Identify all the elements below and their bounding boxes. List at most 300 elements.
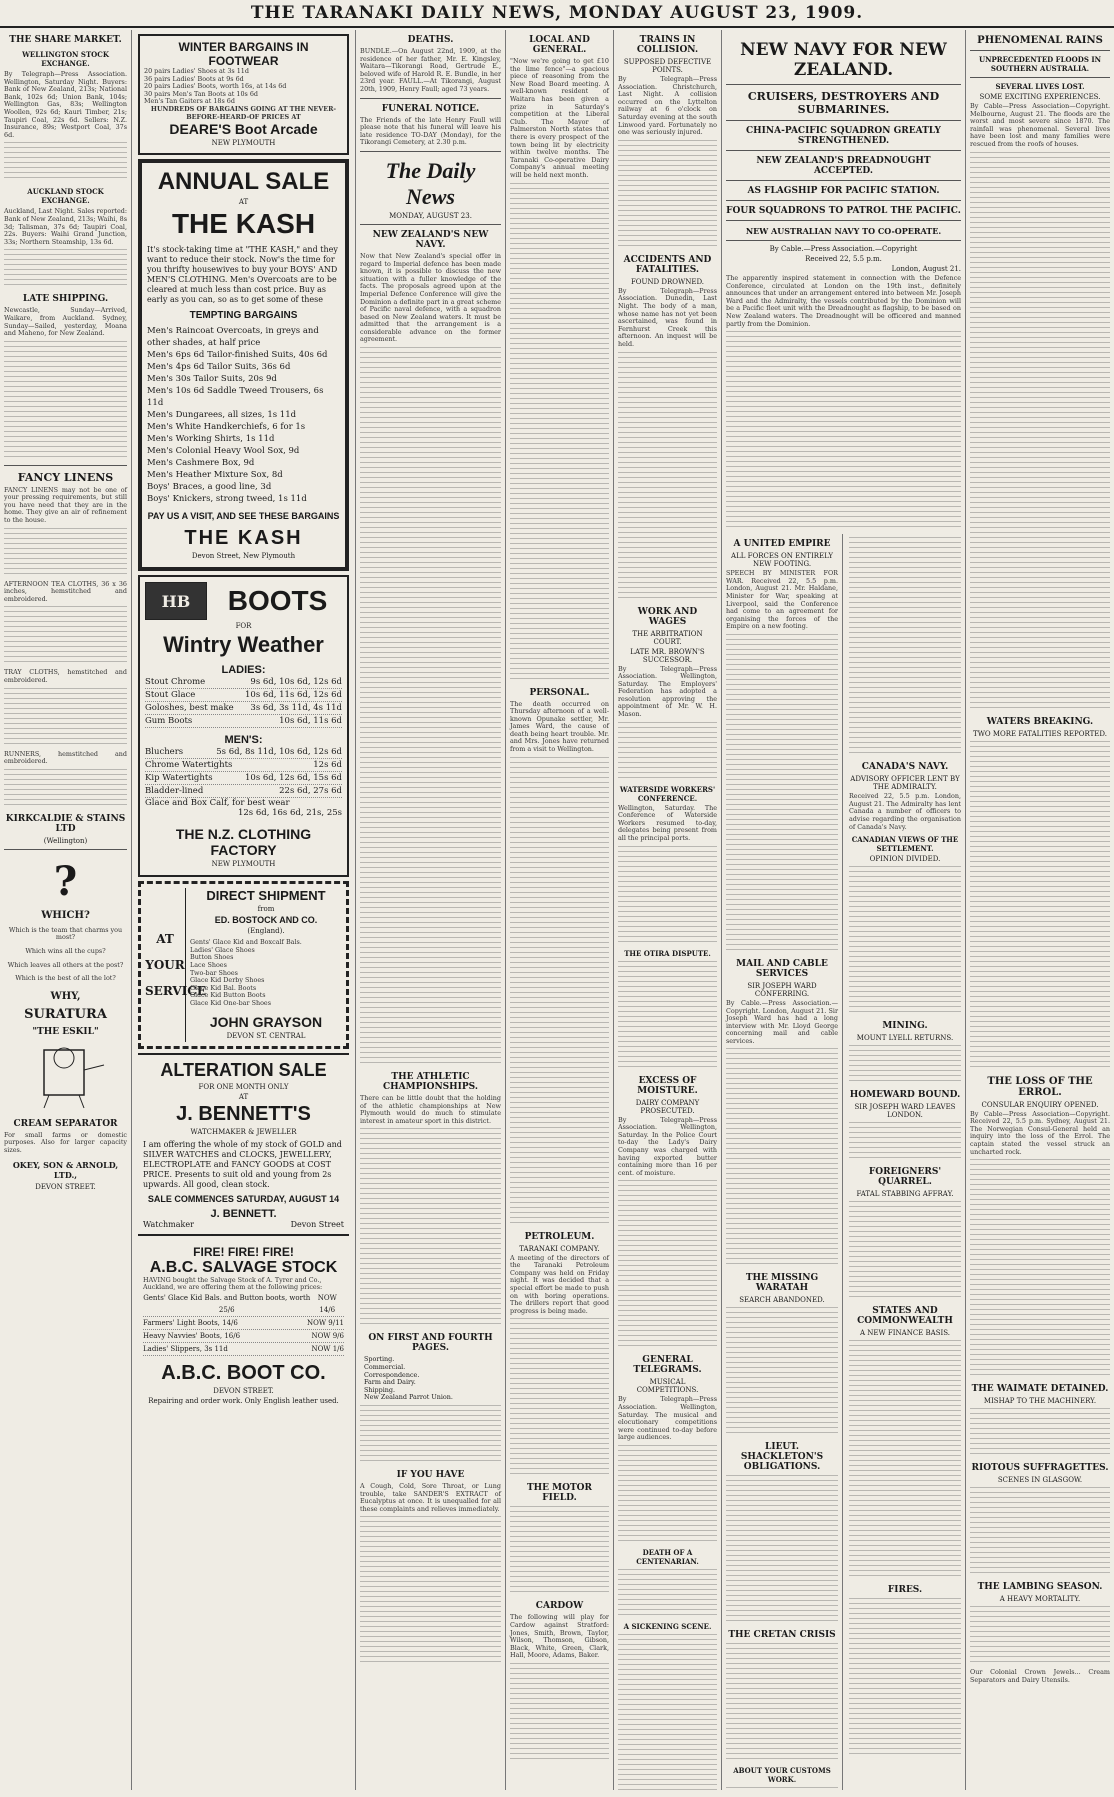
text-filler [618, 140, 717, 250]
okey-address: DEVON STREET. [35, 1182, 96, 1191]
price: NOW 14/6 [317, 1293, 337, 1314]
ward-conferring: SIR JOSEPH WARD CONFERRING. [747, 981, 817, 998]
divider [726, 220, 961, 221]
centenarian-heading: DEATH OF A CENTENARIAN. [636, 1547, 699, 1566]
lambing-heading: THE LAMBING SEASON. [977, 1582, 1103, 1593]
bennett-text: I am offering the whole of my stock of GOLD and SILVER WATCHES and CLOCKS, JEWELLERY, ELECTROPLATE and FANCY GOODS at COST PRICE. Presents to suit old and young from 2s upwards. All good, clean stock. [143, 1139, 342, 1189]
mail-text: By Cable.—Press Association.—Copyright. London, August 21. Sir Joseph Ward has had a long interview with Mr. Lloyd George concerning mail and cable services. [726, 998, 838, 1045]
nz-clothing-factory: THE N.Z. CLOTHING FACTORY [175, 826, 312, 859]
australian-deck: NEW AUSTRALIAN NAVY TO CO-OPERATE. [745, 226, 942, 236]
kash-item: Men's 4ps 6d Tailor Suits, 36s 6d [147, 362, 291, 373]
text-filler [360, 347, 501, 1067]
cable-credit: By Cable.—Press Association.—Copyright [769, 245, 918, 253]
price: 10s 6d, 12s 6d, 15s 6d [245, 773, 342, 784]
water-breaking-heading: WATERS BREAKING. [986, 716, 1094, 727]
kash-item: Men's Raincoat Overcoats, in greys and other shades, at half price [147, 326, 319, 349]
general-telegrams-heading: GENERAL TELEGRAMS. [633, 1355, 702, 1376]
one-month: FOR ONE MONTH ONLY [198, 1082, 289, 1091]
cretan-heading: THE CRETAN CRISIS [728, 1630, 836, 1641]
grayson-ad [138, 881, 349, 1048]
sickening-heading: A SICKENING SCENE. [623, 1621, 712, 1631]
fire-heading: FIRE! FIRE! FIRE! [193, 1244, 294, 1259]
grayson-address: DEVON ST. CENTRAL [226, 1031, 306, 1040]
foreigners-heading: FOREIGNERS' QUARREL. [868, 1167, 942, 1188]
four-squadrons-deck: FOUR SQUADRONS TO PATROL THE PACIFIC. [726, 206, 961, 216]
column-2 [132, 30, 356, 1790]
column-7 [966, 30, 1114, 1790]
text-filler [618, 1634, 717, 1790]
kash-item: Men's White Handkerchiefs, 6 for 1s [147, 422, 306, 433]
unprecedented-deck: UNPRECEDENTED FLOODS IN SOUTHERN AUSTRALIA. [978, 55, 1101, 73]
states-heading: STATES AND COMMONWEALTH [857, 1306, 953, 1327]
column-6 [722, 30, 966, 1790]
pay-visit: PAY US A VISIT, AND SEE THESE BARGAINS [147, 511, 340, 522]
colonial-text: Our Colonial Crown Jewels... Cream Separators and Dairy Utensils. [970, 1668, 1110, 1684]
two-more-fatalities: TWO MORE FATALITIES REPORTED. [973, 729, 1107, 738]
divider [360, 98, 501, 99]
column-4 [506, 30, 614, 1790]
heavy-mortality: A HEAVY MORTALITY. [999, 1595, 1081, 1604]
text-filler [510, 757, 609, 1227]
text-filler [726, 331, 961, 531]
kash-item: Men's Colonial Heavy Wool Sox, 9d [147, 446, 300, 457]
excess-heading: EXCESS OF MOISTURE. [637, 1075, 698, 1096]
calf-line: Glace and Box Calf, for best wear [145, 798, 290, 809]
finance-basis: A NEW FINANCE BASIS. [859, 1329, 951, 1338]
salvage-row [143, 1292, 344, 1317]
canada-text: Received 22, 5.5 p.m. London, August 21. The Admiralty has lent Canada a number of officers to advise regarding the organisation of Canada's Navy. [849, 792, 961, 831]
which-line: Which leaves all others at the post? [7, 960, 124, 969]
first-fourth-heading: ON FIRST AND FOURTH PAGES. [368, 1333, 493, 1354]
shackleton-heading: LIEUT. SHACKLETON'S OBLIGATIONS. [740, 1442, 824, 1473]
text-filler [4, 528, 127, 578]
if-you-have-text: A Cough, Cold, Sore Throat, or Lung trouble, take SANDER'S EXTRACT of Eucalyptus at once. It is unequalled for all these complaints and relieves immediately. [360, 1482, 501, 1513]
cruisers-deck: CRUISERS, DESTROYERS AND SUBMARINES. [747, 90, 940, 116]
text-filler [618, 722, 717, 782]
kash-item: Men's 10s 6d Saddle Tweed Trousers, 6s 11d [147, 386, 324, 409]
editorial-date: MONDAY, AUGUST 23. [389, 211, 472, 220]
ward-leaves: SIR JOSEPH WARD LEAVES LONDON. [854, 1103, 956, 1120]
opinion-divided: OPINION DIVIDED. [869, 855, 941, 864]
divider [726, 120, 961, 121]
deare-title: WINTER BARGAINS IN FOOTWEAR [178, 40, 309, 68]
deare-footer: HUNDREDS OF BARGAINS GOING AT THE NEVER-BEFORE-HEARD-OF PRICES AT [150, 104, 337, 121]
text-filler [726, 1643, 838, 1763]
deare-item: 20 pairs Ladies' Boots, worth 16s, at 14s 6d [144, 82, 287, 91]
col6-left [726, 534, 843, 1790]
page-item: New Zealand Parrot Union. [364, 1393, 453, 1402]
salvage-row [143, 1330, 344, 1343]
boots-for: FOR [235, 622, 252, 631]
bennett-sig-row [143, 1220, 344, 1229]
price: NOW 9/6 [311, 1331, 344, 1340]
text-filler [849, 1598, 961, 1758]
which-line: Which is the team that charms you most? [8, 925, 123, 942]
wellington-text: By Telegraph—Press Association. Wellington, Saturday Night. Buyers: Bank of New Zealand, 213s; National Bank, 102s 6d; Union Bank, 104s; Wellington Gas, 83s; Wellington Woollen, 92s 6d; Kauri Timber, 21s; Taupiri Coal, 22s 6d. Sellers: N.Z. Insurance, 89s; Westport Coal, 37s 6d. [4, 70, 127, 139]
col6-right [849, 534, 961, 1790]
column-5 [614, 30, 722, 1790]
petroleum-heading: PETROLEUM. [524, 1231, 595, 1242]
boots-title: BOOTS [227, 585, 328, 617]
sig-left: Watchmaker [143, 1219, 194, 1229]
calf-price: 12s 6d, 16s 6d, 21s, 25s [237, 808, 342, 819]
bostock-item: Glace Kid One-bar Shoes [190, 998, 271, 1007]
petroleum-text: A meeting of the directors of the Taranaki Petroleum Company was held on Friday night. It was decided that a special effort be made to push on with boring operations. The drillers report that good progress is being made. [510, 1253, 609, 1315]
united-empire-heading: A UNITED EMPIRE [733, 539, 831, 550]
text-filler [510, 1663, 609, 1763]
salvage-row [143, 1343, 344, 1356]
divider [360, 224, 501, 225]
text-filler [970, 1487, 1110, 1577]
item: Farmers' Light Boots, 14/6 [143, 1318, 238, 1327]
sig-right: Devon Street [290, 1219, 344, 1229]
text-filler [849, 1340, 961, 1580]
late-shipping-text: Newcastle, Sunday—Arrived, Waikare, from Auckland. Sydney, Sunday—Sailed, yesterday, Moana and Maheno, for New Zealand. [4, 306, 127, 338]
divider [726, 200, 961, 201]
price-row [145, 772, 342, 785]
if-you-have-heading: IF YOU HAVE [396, 1470, 465, 1480]
page-item: Correspondence. [364, 1370, 420, 1379]
local-general-text: "Now we're going to get £10 the lime fence"—a spacious piece of reasoning from the New Road Board meeting. A well-known resident of Waitara has been given a prize in Saturday's competition at the Liberal Club. The Mayor of Palmerston North states that there is every prospect of the town being lit by electricity within twelve months. The Taranaki Co-operative Dairy Company's annual meeting will be held next month. [510, 57, 609, 179]
personal-text: The death occurred on Thursday afternoon of a well-known Opunake settler, Mr. James Ward, the cause of death being heart trouble. Mr. and Mrs. Jones have returned from a visit to Wellington. [510, 699, 609, 754]
text-filler [849, 1201, 961, 1301]
divider [970, 50, 1110, 51]
alteration-sale: ALTERATION SALE [160, 1059, 327, 1080]
item: Bladder-lined [145, 786, 204, 797]
page-item: Commercial. [364, 1363, 406, 1372]
text-filler [849, 1045, 961, 1085]
trains-text: By Telegraph—Press Association. Christchurch, Last Night. A collision occurred on the Lyttelton railway at 6 o'clock on Saturday evening at the south Linwood yard. Fortunately no one was seriously injured. [618, 75, 717, 137]
kash-ad [138, 159, 349, 571]
price: NOW 9/11 [306, 1318, 344, 1327]
flagship-deck: AS FLAGSHIP FOR PACIFIC STATION. [747, 186, 940, 196]
text-filler [726, 1048, 838, 1268]
trains-heading: TRAINS IN COLLISION. [636, 35, 699, 55]
text-filler [4, 606, 127, 666]
divider [726, 150, 961, 151]
abc-address: DEVON STREET. [213, 1386, 274, 1395]
sale-commences: SALE COMMENCES SATURDAY, AUGUST 14 [147, 1193, 340, 1204]
bostock-item: Ladies' Glace Shoes [190, 945, 255, 954]
price-row [145, 715, 342, 728]
dreadnought-deck: NEW ZEALAND'S DREADNOUGHT ACCEPTED. [756, 156, 931, 176]
general-text: By Telegraph—Press Association. Wellington, Saturday. The musical and elocutionary competitions were continued to-day before large audiences. [618, 1395, 717, 1442]
canada-navy-heading: CANADA'S NAVY. [861, 762, 949, 773]
cardow-text: The following will play for Cardow against Stratford: Jones, Smith, Brown, Taylor, Wilson, Thomson, Gibson, Black, White, Green, Clark, Hall, Moore, Adams, Baker. [510, 1613, 609, 1660]
nz-navy-heading: NEW ZEALAND'S NEW NAVY. [372, 229, 489, 250]
item: Ladies' Slippers, 3s 11d [143, 1344, 228, 1353]
athletic-text: There can be little doubt that the holding of the athletic championships at New Plymouth would do much to stimulate interest in amateur sport in this district. [360, 1094, 501, 1125]
taranaki-company: TARANAKI COMPANY. [519, 1244, 600, 1253]
text-filler [360, 1516, 501, 1666]
bostock-name: ED. BOSTOCK AND CO. [214, 915, 318, 926]
boots-ad [138, 575, 349, 877]
late-shipping-heading: LATE SHIPPING. [22, 294, 109, 305]
divider [726, 84, 961, 85]
text-filler [849, 537, 961, 757]
kash-item: Men's 30s Tailor Suits, 20s 9d [147, 374, 277, 385]
tray-cloths-text: TRAY CLOTHS, hemstitched and embroidered. [4, 668, 127, 685]
bostock-item: Two-bar Shoes [190, 968, 238, 977]
motor-field-heading: THE MOTOR FIELD. [526, 1483, 592, 1504]
why-heading: WHY, [50, 990, 81, 1002]
excess-text: By Telegraph—Press Association. Wellington, Saturday. In the Police Court to-day the Lady's Dairy Company was charged with having exported butter containing more than 16 per cent. of moisture. [618, 1115, 717, 1177]
text-filler [510, 1318, 609, 1478]
price: 3s 6d, 3s 11d, 4s 11d [250, 703, 342, 714]
abc-ad [138, 1240, 349, 1412]
text-filler [618, 1445, 717, 1545]
watchmaker-jeweller: WATCHMAKER & JEWELLER [190, 1127, 297, 1136]
personal-heading: PERSONAL. [529, 687, 590, 698]
homeward-heading: HOMEWARD BOUND. [849, 1090, 961, 1101]
kirkcaldie-sub: (Wellington) [43, 836, 88, 845]
arbitration-court: THE ARBITRATION COURT. [632, 629, 703, 646]
text-filler [360, 1128, 501, 1328]
bostock-item: Glace Kid Bal. Boots [190, 983, 257, 992]
athletic-heading: THE ATHLETIC CHAMPIONSHIPS. [383, 1072, 478, 1093]
direct-shipment: DIRECT SHIPMENT [206, 888, 326, 904]
text-filler [4, 688, 127, 748]
item: Goloshes, best make [145, 703, 234, 714]
fancy-linens-text: FANCY LINENS may not be one of your pressing requirements, but still you have need that they are in the home. They give an air of refinement to the house. [4, 485, 127, 525]
bostock-item: Glace Kid Derby Shoes [190, 976, 265, 985]
waterside-text: Wellington, Saturday. The Conference of Waterside Workers resumed to-day, delegates being present from all the principal ports. [618, 803, 717, 843]
price-row [145, 689, 342, 702]
divider [726, 240, 961, 241]
price-row [145, 759, 342, 772]
abc-repair: Repairing and order work. Only English leather used. [148, 1396, 339, 1405]
work-text: By Telegraph—Press Association. Wellington, Saturday. The Employers' Federation has adopted a resolution approving the appointment of Mr. W. H. Mason. [618, 664, 717, 719]
item: Chrome Watertights [145, 760, 233, 771]
page-item: Farm and Dairy. [364, 1378, 416, 1387]
local-general-heading: LOCAL AND GENERAL. [529, 35, 590, 55]
item: Kip Watertights [145, 773, 213, 784]
tempting-bargains: TEMPTING BARGAINS [189, 310, 298, 322]
ladies-heading: LADIES: [221, 664, 266, 677]
service-panel [145, 888, 206, 1041]
rains-text: By Cable—Press Association—Copyright. Melbourne, August 21. The floods are the worst and most severe since 1870. The rainfall was phenomenal. Several lives have been lost and many families were rescued from the roofs of houses. [970, 102, 1110, 148]
salvage-text: HAVING bought the Salvage Stock of A. Tyrer and Co., Auckland, we are offering them at the following prices: [143, 1275, 323, 1292]
text-filler [970, 1159, 1110, 1379]
text-filler [970, 152, 1110, 712]
deare-ad [138, 34, 349, 155]
funeral-heading: FUNERAL NOTICE. [381, 103, 480, 114]
share-market-heading: THE SHARE MARKET. [9, 35, 122, 45]
service-word: AT [156, 931, 174, 946]
price-row [145, 785, 342, 798]
bennett-name: J. BENNETT'S [176, 1102, 311, 1125]
empire-text: SPEECH BY MINISTER FOR WAR. Received 22, 5.5 p.m. London, August 21. Mr. Haldane, Minister for War, speaking at Liverpool, said the Conference had come to an agreement for organising the forces of the Empire on a new footing. [726, 569, 838, 631]
mens-heading: MEN'S: [224, 734, 263, 747]
price: 9s 6d, 10s 6d, 12s 6d [250, 677, 342, 688]
service-word: SERVICE [145, 983, 206, 998]
dateline: London, August 21. [891, 265, 961, 273]
accidents-text: By Telegraph—Press Association. Dunedin, Last Night. The body of a man, whose name has not yet been ascertained, was found in Fernhurst Creek this afternoon. An inquest will be held. [618, 286, 717, 348]
service-word: YOUR [145, 957, 185, 972]
cream-separator-heading: CREAM SEPARATOR [13, 1118, 118, 1129]
customs-heading: ABOUT YOUR CUSTOMS WORK. [733, 1766, 831, 1785]
accidents-heading: ACCIDENTS AND FATALITIES. [623, 254, 712, 275]
deare-item: 36 pairs Ladies' Boots at 9s 6d [144, 74, 244, 83]
nz-clothing-location: NEW PLYMOUTH [211, 860, 276, 869]
annual-sale-title: ANNUAL SALE [157, 168, 330, 196]
kirkcaldie-name: KIRKCALDIE & STAINS LTD [5, 813, 126, 834]
text-filler [970, 1408, 1110, 1458]
text-filler [510, 1506, 609, 1596]
col6-subgrid [726, 534, 961, 1790]
masthead: THE TARANAKI DAILY NEWS, MONDAY AUGUST 23, 1909. [0, 0, 1114, 28]
column-1 [0, 30, 132, 1790]
bostock-item: Lace Shoes [190, 960, 227, 969]
text-filler [510, 183, 609, 683]
question-mark-icon: ? [53, 857, 78, 905]
text-filler [849, 866, 961, 1016]
bostock-item: Gents' Glace Kid and Boxcalf Bals. [190, 938, 302, 947]
auckland-heading: AUCKLAND STOCK EXCHANGE. [27, 187, 104, 206]
wintry-weather: Wintry Weather [163, 632, 324, 658]
bennett-at: AT [238, 1092, 249, 1101]
waterside-heading: WATERSIDE WORKERS' CONFERENCE. [619, 784, 716, 803]
divider [4, 849, 127, 850]
price: 12s 6d [313, 760, 342, 771]
divider [970, 77, 1110, 78]
which-line: Which is the best of all the lot? [15, 974, 116, 983]
divider [726, 180, 961, 181]
item: Heavy Navvies' Boots, 16/6 [143, 1331, 241, 1340]
page-item: Shipping. [364, 1385, 396, 1394]
deaths-text: BUNDLE.—On August 22nd, 1909, at the residence of her father, Mr. E. Kingsley, Waitara—Tikorangi Road, Gertrude E., beloved wife of Harold R. E. Bundle, in her 23rd year. FAULL.—At Tikorangi, August 20th, 1909, Henry Faull; aged 73 years. [360, 47, 501, 93]
trains-sub: SUPPOSED DEFECTIVE POINTS. [623, 58, 712, 74]
hb-logo: HB [145, 582, 207, 620]
text-filler [618, 1180, 717, 1350]
bostock-item: Button Shoes [190, 953, 234, 962]
found-drowned: FOUND DROWNED. [630, 277, 705, 286]
item: Stout Glace [145, 690, 196, 701]
text-filler [849, 1122, 961, 1162]
deare-item: 30 pairs Men's Tan Boots at 10s 6d [144, 89, 258, 98]
eskil-heading: "THE ESKIL" [32, 1026, 99, 1037]
text-filler [4, 142, 127, 182]
kash-item: Boys' Braces, a good line, 3d [147, 482, 272, 493]
item: Gum Boots [145, 716, 193, 727]
fires-heading: FIRES. [887, 1585, 923, 1596]
kash-item: Men's 6ps 6d Tailor-finished Suits, 40s 6d [147, 350, 328, 361]
kash-item: Men's Working Shirts, 1s 11d [147, 434, 275, 445]
kash-address: Devon Street, New Plymouth [191, 552, 296, 561]
which-heading: WHICH? [41, 909, 90, 921]
column-3 [356, 30, 506, 1790]
text-filler [4, 769, 127, 809]
text-filler [970, 1606, 1110, 1666]
bostock-origin: (England). [247, 927, 285, 936]
text-filler [360, 1405, 501, 1465]
abc-salvage: A.B.C. SALVAGE STOCK [149, 1258, 338, 1276]
text-filler [726, 1475, 838, 1625]
lives-lost-deck: SEVERAL LIVES LOST. [995, 82, 1085, 91]
abc-boot-co: A.B.C. BOOT CO. [161, 1361, 326, 1384]
separator-illustration [4, 1040, 124, 1110]
from-label: from [257, 905, 275, 914]
waimate-heading: THE WAIMATE DETAINED. [971, 1384, 1109, 1395]
bennett-ad [138, 1053, 349, 1236]
text-filler [618, 846, 717, 946]
salvage-row [143, 1317, 344, 1330]
text-filler [618, 961, 717, 1071]
the-kash-title: THE KASH [171, 208, 316, 240]
navy-text: The apparently inspired statement in connection with the Defence Conference, circulated at London on the 19th inst., definitely announces that under an arrangement entered into between Mr. Joseph Ward and the Admiralty, the vessels contributed by the Dominion will be a Pacific fleet unit with the Dreadnought as flagship, to be based on New Zealand waters. The Dreadnought will be officered and manned partly from the Dominion. [726, 274, 961, 328]
otira-heading: THE OTIRA DISPUTE. [624, 948, 711, 958]
bennett-signature: J. BENNETT. [210, 1207, 277, 1220]
mail-cable-heading: MAIL AND CABLE SERVICES [736, 958, 828, 979]
price: 22s 6d, 27s 6d [279, 786, 342, 797]
text-filler [4, 341, 127, 461]
musical-competitions: MUSICAL COMPETITIONS. [636, 1378, 699, 1395]
kash-items-list [147, 325, 340, 505]
glasgow-scenes: SCENES IN GLASGOW. [997, 1476, 1083, 1485]
wellington-heading: WELLINGTON STOCK EXCHANGE. [22, 50, 109, 68]
price: 10s 6d, 11s 6d, 12s 6d [245, 690, 342, 701]
waratah-heading: THE MISSING WARATAH [745, 1273, 819, 1294]
funeral-text: The Friends of the late Henry Faull will please note that his funeral will leave his late residence TO-DAY (Monday), for the Tikorangi Cemetery, at 2.30 p.m. [360, 115, 501, 147]
price-row [145, 676, 342, 689]
suffragettes-heading: RIOTOUS SUFFRAGETTES. [971, 1463, 1109, 1474]
auckland-text: Auckland, Last Night. Sales reported: Bank of New Zealand, 213s; Waihi, 8s 3d; Talisman, 37s 6d; Taupiri Coal, 22s. Buyers: Waihi Grand Junction, 33s; Northern Steamship, 13s 6d. [4, 207, 127, 246]
price: 10s 6d, 11s 6d [279, 716, 342, 727]
new-navy-headline: NEW NAVY FOR NEW ZEALAND. [740, 40, 947, 80]
text-filler [726, 1307, 838, 1437]
runners-text: RUNNERS, hemstitched and embroidered. [4, 749, 127, 766]
page-item: Sporting. [364, 1355, 395, 1364]
kash-intro: It's stock-taking time at "THE KASH," and they want to reduce their stock. Now's the time for you thrifty housewives to buy your BOYS' AND MEN'S CLOTHING. Men's Overcoats are to be cleared at much less than cost price. Buy as early as you can, so as to get some of these [147, 245, 338, 305]
price: NOW 1/6 [311, 1344, 344, 1353]
text-filler [4, 249, 127, 289]
okey-name: OKEY, SON & ARNOLD, LTD., [12, 1159, 119, 1180]
errol-text: By Cable—Press Association—Copyright. Received 22, 5.5 p.m. Sydney, August 21. The Norwegian Consul-General held an inquiry into the loss of the Errol. The captain stated the vessel struck an uncharted rock. [970, 1109, 1110, 1156]
tea-cloths-text: AFTERNOON TEA CLOTHS, 36 x 36 inches, hemstitched and embroidered. [4, 579, 127, 603]
nz-navy-text: Now that New Zealand's special offer in regard to Imperial defence has been made known, it is possible to discuss the new situation with a fuller knowledge of the facts. The proposals agreed upon at the Imperial Defence Conference will give the Dominion a definite part in a great scheme of Pacific naval defence, with a squadron based on New Zealand waters. It must be admitted that the arrangement is a considerable advance on the former agreement. [360, 251, 501, 344]
cardow-heading: CARDOW [535, 1601, 584, 1612]
deare-name: DEARE'S Boot Arcade [169, 121, 318, 138]
work-wages-heading: WORK AND WAGES [637, 606, 698, 627]
china-pacific-deck: CHINA-PACIFIC SQUADRON GREATLY STRENGTHENED. [746, 126, 941, 146]
kash-at: AT [238, 198, 249, 207]
text-filler [726, 1787, 838, 1790]
which-line: Which wins all the cups? [25, 947, 106, 955]
item: Gents' Glace Kid Bals. and Button boots, worth 25/6 [143, 1293, 311, 1314]
empire-sub: ALL FORCES ON ENTIRELY NEW FOOTING. [731, 552, 833, 569]
text-filler [618, 1569, 717, 1619]
exciting-deck: SOME EXCITING EXPERIENCES. [979, 93, 1101, 101]
price-row [145, 702, 342, 715]
dairy-prosecuted: DAIRY COMPANY PROSECUTED. [635, 1098, 700, 1115]
text-filler [618, 352, 717, 602]
phenomenal-heading: PHENOMENAL RAINS [977, 35, 1103, 46]
canada-sub: ADVISORY OFFICER LENT BY THE ADMIRALTY. [850, 775, 960, 792]
kash-logo: THE KASH [184, 527, 303, 550]
fatal-stab: FATAL STABBING AFFRAY. [856, 1190, 954, 1199]
deare-item: Men's Tan Gaiters at 18s 6d [144, 97, 235, 106]
kash-item: Boys' Knickers, strong tweed, 1s 11d [147, 494, 307, 505]
search-abandoned: SEARCH ABANDONED. [739, 1296, 825, 1305]
text-filler [726, 634, 838, 954]
item: Bluchers [145, 747, 184, 758]
divider [4, 465, 127, 466]
suratura-heading: SURATURA [24, 1006, 107, 1022]
text-filler [970, 741, 1110, 1071]
deaths-heading: DEATHS. [407, 35, 454, 45]
divider [360, 151, 501, 152]
deare-item: 20 pairs Ladies' Shoes at 3s 11d [144, 67, 249, 75]
